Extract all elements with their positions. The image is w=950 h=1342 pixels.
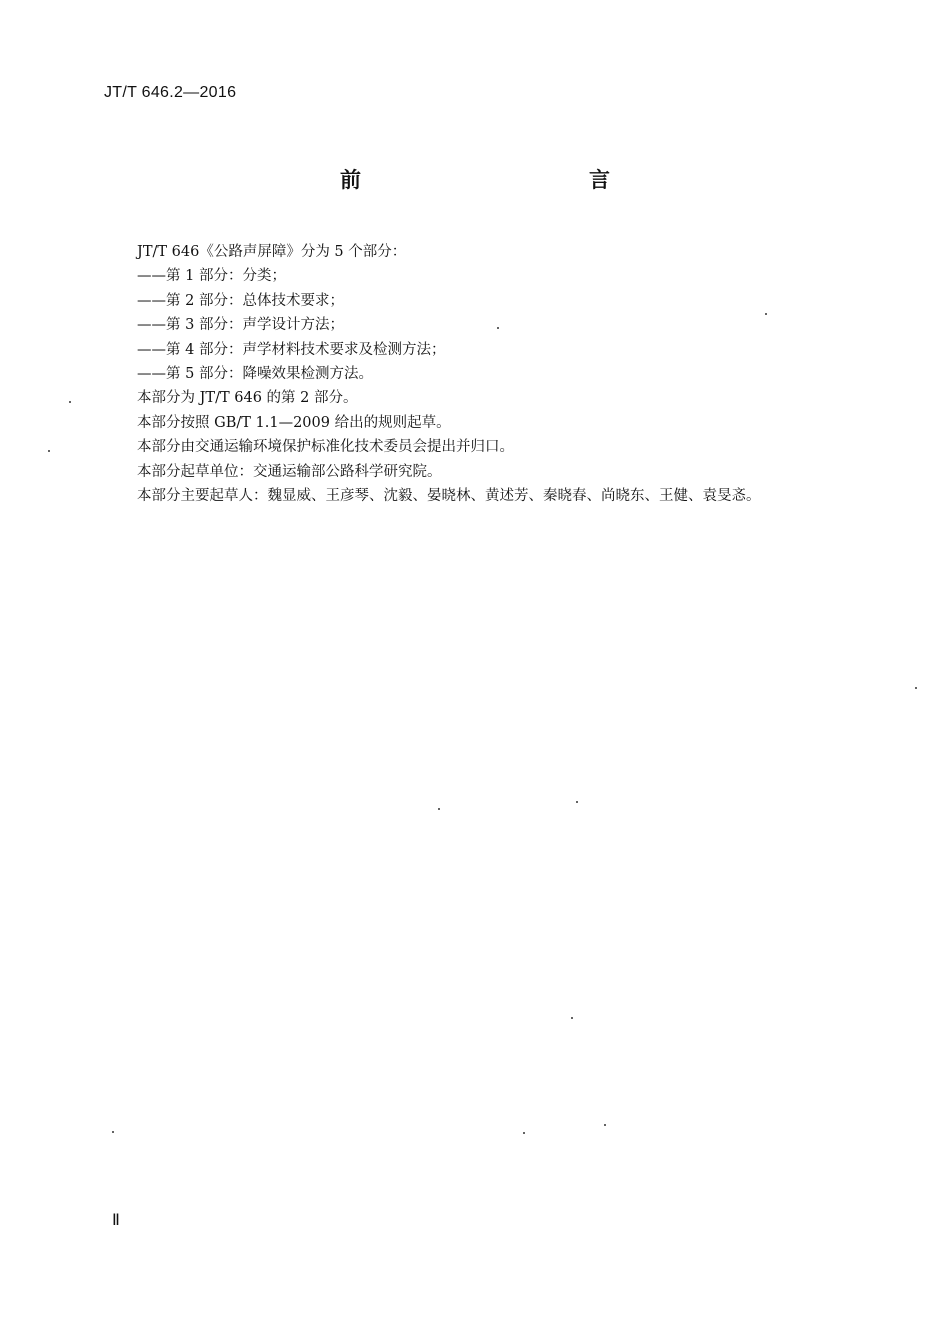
foreword-body [137, 240, 817, 508]
scan-speck [69, 401, 71, 403]
page-number: Ⅱ [112, 1212, 120, 1229]
scan-speck [915, 687, 917, 689]
paragraph-drafters: 本部分主要起草人：魏显威、王彦琴、沈毅、晏晓林、黄述芳、秦晓春、尚晓东、王健、袁旻忞。 [137, 487, 761, 504]
scan-speck [497, 327, 499, 329]
paragraph-drafting-unit: 本部分起草单位：交通运输部公路科学研究院。 [137, 463, 442, 480]
scan-speck [48, 450, 50, 452]
scan-speck [576, 801, 578, 803]
paragraph-part-5: ——第 5 部分：降噪效果检测方法。 [137, 365, 373, 382]
scan-speck [523, 1132, 525, 1134]
scan-speck [604, 1124, 606, 1126]
paragraph-part-1: ——第 1 部分：分类； [137, 268, 286, 285]
paragraph-part-2: ——第 2 部分：总体技术要求； [137, 292, 344, 309]
paragraph-this-part: 本部分为 JT/T 646 的第 2 部分。 [137, 390, 358, 407]
paragraph-part-4: ——第 4 部分：声学材料技术要求及检测方法； [137, 341, 446, 358]
page-title: 前 言 [340, 168, 672, 192]
scan-speck [112, 1131, 114, 1133]
scan-speck [571, 1017, 573, 1019]
scan-speck [765, 313, 767, 315]
paragraph-drafting-rules: 本部分按照 GB/T 1.1—2009 给出的规则起草。 [137, 414, 451, 431]
standard-code: JT/T 646.2—2016 [104, 84, 237, 101]
paragraph-part-3: ——第 3 部分：声学设计方法； [137, 317, 344, 334]
paragraph-intro: JT/T 646《公路声屏障》分为 5 个部分： [137, 244, 407, 260]
scan-speck [438, 808, 440, 810]
paragraph-proposer: 本部分由交通运输环境保护标准化技术委员会提出并归口。 [137, 439, 514, 456]
